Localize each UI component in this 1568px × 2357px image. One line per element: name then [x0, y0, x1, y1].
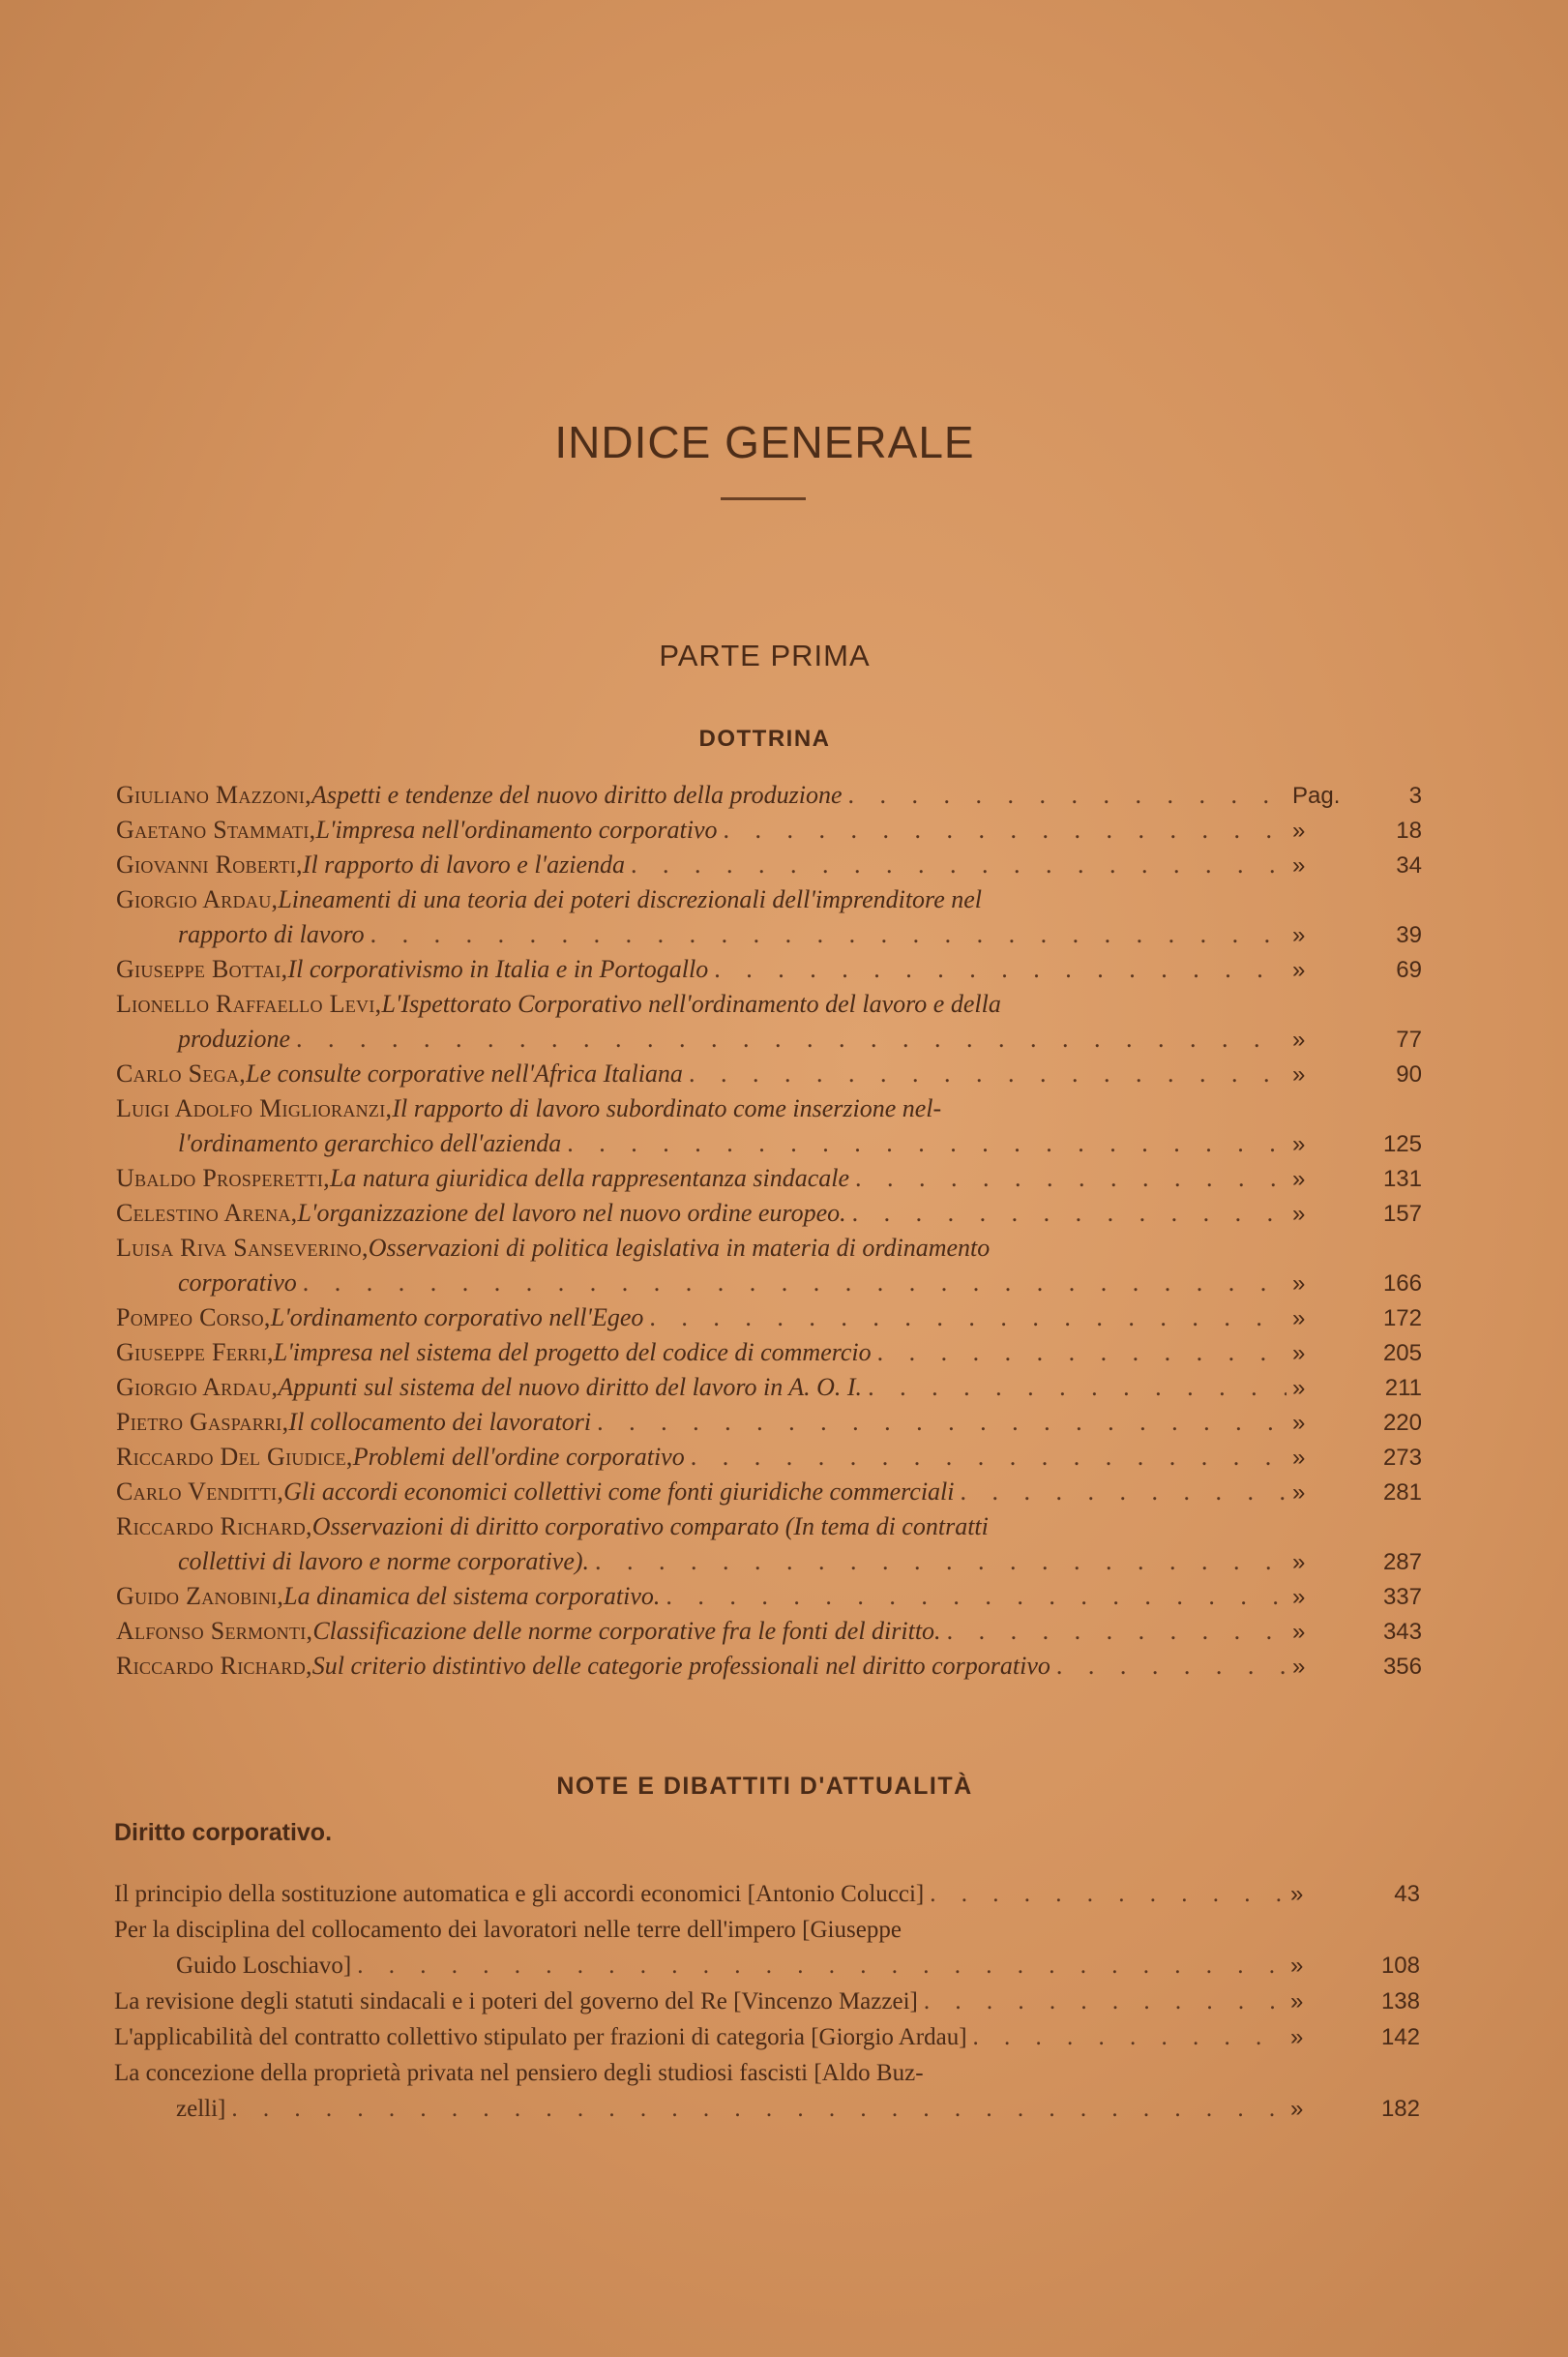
entry-title: Il principio della sostituzione automatica e gli accordi economici [Antonio Colucci] [114, 1881, 925, 1907]
page-number: 18 [1396, 818, 1422, 844]
page-number: 157 [1382, 1201, 1422, 1227]
page-prefix: » [1290, 1988, 1304, 2014]
toc-entry [116, 813, 1422, 848]
page-prefix: » [1292, 922, 1306, 948]
toc-entry [116, 1057, 1422, 1091]
page-number: 356 [1382, 1654, 1422, 1680]
toc-entry [116, 1579, 1422, 1614]
toc-entry [116, 1509, 1422, 1579]
page-prefix: » [1292, 1061, 1306, 1088]
page-number: 90 [1396, 1061, 1422, 1088]
dot-leader [877, 1335, 1287, 1370]
toc-line [116, 1370, 1422, 1405]
entry-title: rapporto di lavoro [178, 920, 365, 948]
toc-line [116, 1126, 1422, 1161]
toc-line [116, 1440, 1422, 1475]
entry-author: Riccardo Richard, [116, 1652, 312, 1680]
part-heading: PARTE PRIMA [659, 639, 871, 672]
page-prefix: » [1292, 957, 1306, 983]
entry-title: La natura giuridica della rappresentanza sindacale [329, 1164, 850, 1192]
toc-line [116, 813, 1422, 848]
dot-leader [961, 1475, 1287, 1509]
entry-author: Pietro Gasparri, [116, 1408, 289, 1436]
page-prefix: » [1290, 2096, 1304, 2122]
entry-author: Luigi Adolfo Miglioranzi, [116, 1094, 393, 1122]
entry-title: Appunti sul sistema del nuovo diritto del lavoro in A. O. I. [278, 1373, 863, 1401]
dot-leader [724, 813, 1287, 848]
entry-title: Il rapporto di lavoro e l'azienda [302, 850, 625, 879]
toc-entry [116, 1196, 1422, 1231]
dot-leader [666, 1579, 1287, 1614]
dot-leader [597, 1405, 1287, 1440]
entry-title: Il collocamento dei lavoratori [288, 1408, 592, 1436]
dot-leader [631, 848, 1287, 882]
entry-title: Aspetti e tendenze del nuovo diritto della produzione [311, 781, 843, 809]
page-prefix: » [1292, 1375, 1306, 1401]
entry-author: Riccardo Del Giudice, [116, 1443, 353, 1471]
entry-author: Luisa Riva Sanseverino, [116, 1234, 369, 1262]
page-prefix: » [1290, 1881, 1304, 1907]
page-number: 182 [1380, 2096, 1420, 2122]
page-prefix: » [1292, 1201, 1306, 1227]
doctrine-entries [116, 778, 1422, 1684]
entry-title: Guido Loschiavo] [176, 1953, 352, 1979]
page-number: 281 [1382, 1479, 1422, 1506]
page-number: 131 [1382, 1166, 1422, 1192]
page-prefix: » [1292, 852, 1306, 879]
page-number: 205 [1382, 1340, 1422, 1366]
dot-leader [848, 778, 1287, 813]
toc-entry [114, 1877, 1420, 1913]
entry-title: La concezione della proprietà privata nel pensiero degli studiosi fascisti [Aldo Buz- [114, 2060, 924, 2086]
page-prefix: » [1292, 1166, 1306, 1192]
page-prefix: » [1290, 2024, 1304, 2050]
toc-line [116, 1509, 1422, 1544]
entry-title: La dinamica del sistema corporativo. [283, 1582, 661, 1610]
toc-line [116, 1231, 1422, 1266]
entry-author: Giuliano Mazzoni, [116, 781, 311, 809]
toc-line [116, 917, 1422, 952]
entry-title: Per la disciplina del collocamento dei lavoratori nelle terre dell'impero [Giuseppe [114, 1917, 902, 1943]
page-prefix: » [1292, 1549, 1306, 1575]
toc-entry [116, 1335, 1422, 1370]
entry-title: Lineamenti di una teoria dei poteri discrezionali dell'imprenditore nel [278, 885, 983, 913]
dot-leader [947, 1614, 1287, 1649]
toc-line [114, 1913, 1420, 1949]
toc-line [116, 848, 1422, 882]
dot-leader [868, 1370, 1287, 1405]
dot-leader [855, 1161, 1287, 1196]
entry-title: L'organizzazione del lavoro nel nuovo ordine europeo. [297, 1199, 846, 1227]
toc-entry [116, 1300, 1422, 1335]
entry-title: Osservazioni di diritto corporativo comparato (In tema di contratti [311, 1512, 989, 1540]
entry-author: Carlo Venditti, [116, 1477, 284, 1506]
page-prefix: » [1292, 1654, 1306, 1680]
dot-leader [357, 1949, 1285, 1984]
dot-leader [973, 2020, 1285, 2055]
page-number: 166 [1382, 1270, 1422, 1297]
dot-leader [231, 2092, 1285, 2127]
toc-line [116, 1091, 1422, 1126]
toc-entry [116, 1405, 1422, 1440]
entry-author: Ubaldo Prosperetti, [116, 1164, 330, 1192]
toc-line [116, 1544, 1422, 1579]
page-number: 287 [1382, 1549, 1422, 1575]
dot-leader [595, 1544, 1287, 1579]
entry-title: Le consulte corporative nell'Africa Italiana [246, 1059, 683, 1088]
page-prefix: » [1292, 1410, 1306, 1436]
entry-title: Classificazione delle norme corporative fra le fonti del diritto. [312, 1617, 941, 1645]
page-number: 273 [1382, 1445, 1422, 1471]
toc-entry [116, 1475, 1422, 1509]
entry-author: Guido Zanobini, [116, 1582, 284, 1610]
toc-line [116, 1196, 1422, 1231]
toc-entry [116, 1231, 1422, 1300]
page-number: 108 [1380, 1953, 1420, 1979]
notes-subheading: Diritto corporativo. [114, 1819, 333, 1846]
toc-line [116, 1300, 1422, 1335]
page-prefix: » [1292, 1027, 1306, 1053]
page-number: 343 [1382, 1619, 1422, 1645]
entry-author: Giuseppe Ferri, [116, 1338, 274, 1366]
dot-leader [1056, 1649, 1287, 1684]
page-number: 142 [1380, 2024, 1420, 2050]
entry-author: Gaetano Stammati, [116, 816, 316, 844]
toc-entry [116, 987, 1422, 1057]
toc-entry [116, 952, 1422, 987]
page-number: 220 [1382, 1410, 1422, 1436]
entry-title: Il corporativismo in Italia e in Portogallo [287, 955, 709, 983]
page-number: 337 [1382, 1584, 1422, 1610]
toc-line [114, 1984, 1420, 2020]
entry-author: Lionello Raffaello Levi, [116, 990, 382, 1018]
title-divider [721, 497, 806, 500]
page-prefix: » [1292, 1479, 1306, 1506]
toc-entry [116, 1091, 1422, 1161]
page-number: 125 [1382, 1131, 1422, 1157]
dot-leader [370, 917, 1287, 952]
toc-line [116, 778, 1422, 813]
dot-leader [689, 1057, 1287, 1091]
entry-title: L'Ispettorato Corporativo nell'ordinamento del lavoro e della [381, 990, 1001, 1018]
page-number: 34 [1396, 852, 1422, 879]
page-prefix: Pag. [1292, 783, 1341, 809]
toc-entry [116, 778, 1422, 813]
toc-entry [116, 1440, 1422, 1475]
dot-leader [649, 1300, 1287, 1335]
entry-title: Gli accordi economici collettivi come fonti giuridiche commerciali [283, 1477, 955, 1506]
page-prefix: » [1292, 1305, 1306, 1331]
dot-leader [567, 1126, 1287, 1161]
page-number: 138 [1380, 1988, 1420, 2014]
entry-author: Riccardo Richard, [116, 1512, 312, 1540]
toc-entry [114, 2056, 1420, 2128]
entry-title: Osservazioni di politica legislativa in materia di ordinamento [368, 1234, 991, 1262]
toc-line [114, 2056, 1420, 2092]
entry-author: Celestino Arena, [116, 1199, 298, 1227]
entry-title: L'impresa nel sistema del progetto del codice di commercio [273, 1338, 872, 1366]
page-prefix: » [1292, 818, 1306, 844]
toc-line [116, 987, 1422, 1022]
page-number: 77 [1396, 1027, 1422, 1053]
toc-entry [116, 882, 1422, 952]
toc-entry [114, 1913, 1420, 1984]
toc-line [114, 1949, 1420, 1984]
page-number: 69 [1396, 957, 1422, 983]
entry-title: L'ordinamento corporativo nell'Egeo [270, 1303, 644, 1331]
dot-leader [691, 1440, 1287, 1475]
toc-entry [116, 848, 1422, 882]
entry-title: produzione [178, 1025, 291, 1053]
toc-line [116, 1335, 1422, 1370]
toc-line [116, 1022, 1422, 1057]
entry-author: Giuseppe Bottai, [116, 955, 288, 983]
page-prefix: » [1292, 1340, 1306, 1366]
dot-leader [296, 1022, 1287, 1057]
entry-author: Giorgio Ardau, [116, 1373, 279, 1401]
toc-line [116, 1161, 1422, 1196]
entry-author: Alfonso Sermonti, [116, 1617, 313, 1645]
dot-leader [714, 952, 1287, 987]
toc-line [116, 1057, 1422, 1091]
page-number: 3 [1408, 783, 1422, 809]
toc-entry [116, 1161, 1422, 1196]
notes-entries [114, 1877, 1420, 2128]
entry-title: zelli] [176, 2096, 226, 2122]
entry-author: Pompeo Corso, [116, 1303, 271, 1331]
entry-title: Sul criterio distintivo delle categorie professionali nel diritto corporativo [311, 1652, 1050, 1680]
toc-line [116, 1405, 1422, 1440]
toc-line [114, 2020, 1420, 2056]
toc-line [116, 1475, 1422, 1509]
toc-line [116, 1579, 1422, 1614]
page-title: INDICE GENERALE [554, 417, 975, 467]
toc-entry [116, 1614, 1422, 1649]
toc-line [116, 1649, 1422, 1684]
page-prefix: » [1290, 1953, 1304, 1979]
page-prefix: » [1292, 1131, 1306, 1157]
toc-entry [114, 2020, 1420, 2056]
dot-leader [924, 1984, 1285, 2019]
toc-line [116, 1614, 1422, 1649]
toc-line [114, 2092, 1420, 2128]
entry-author: Giorgio Ardau, [116, 885, 279, 913]
toc-line [116, 1266, 1422, 1300]
toc-entry [116, 1370, 1422, 1405]
page-prefix: » [1292, 1584, 1306, 1610]
notes-heading: NOTE E DIBATTITI D'ATTUALITÀ [556, 1773, 973, 1800]
page-prefix: » [1292, 1270, 1306, 1297]
entry-title: l'ordinamento gerarchico dell'azienda [178, 1129, 562, 1157]
toc-entry [114, 1984, 1420, 2020]
entry-title: collettivi di lavoro e norme corporative). [178, 1547, 590, 1575]
entry-title: Il rapporto di lavoro subordinato come inserzione nel- [392, 1094, 942, 1122]
page-number: 39 [1396, 922, 1422, 948]
entry-title: Problemi dell'ordine corporativo [352, 1443, 685, 1471]
page-number: 172 [1382, 1305, 1422, 1331]
entry-title: L'applicabilità del contratto collettivo stipulato per frazioni di categoria [Giorgio Ardau] [114, 2024, 967, 2050]
entry-author: Giovanni Roberti, [116, 850, 303, 879]
section-heading: DOTTRINA [698, 726, 831, 752]
dot-leader [303, 1266, 1287, 1300]
entry-title: corporativo [178, 1268, 297, 1297]
page-prefix: » [1292, 1619, 1306, 1645]
entry-author: Carlo Sega, [116, 1059, 247, 1088]
toc-line [116, 882, 1422, 917]
page-prefix: » [1292, 1445, 1306, 1471]
dot-leader [852, 1196, 1287, 1231]
page-number: 211 [1384, 1375, 1422, 1401]
entry-title: L'impresa nell'ordinamento corporativo [315, 816, 718, 844]
page-number: 43 [1394, 1881, 1420, 1907]
toc-line [116, 952, 1422, 987]
entry-title: La revisione degli statuti sindacali e i poteri del governo del Re [Vincenzo Mazzei] [114, 1988, 918, 2014]
toc-entry [116, 1649, 1422, 1684]
toc-line [114, 1877, 1420, 1913]
dot-leader [930, 1877, 1285, 1912]
